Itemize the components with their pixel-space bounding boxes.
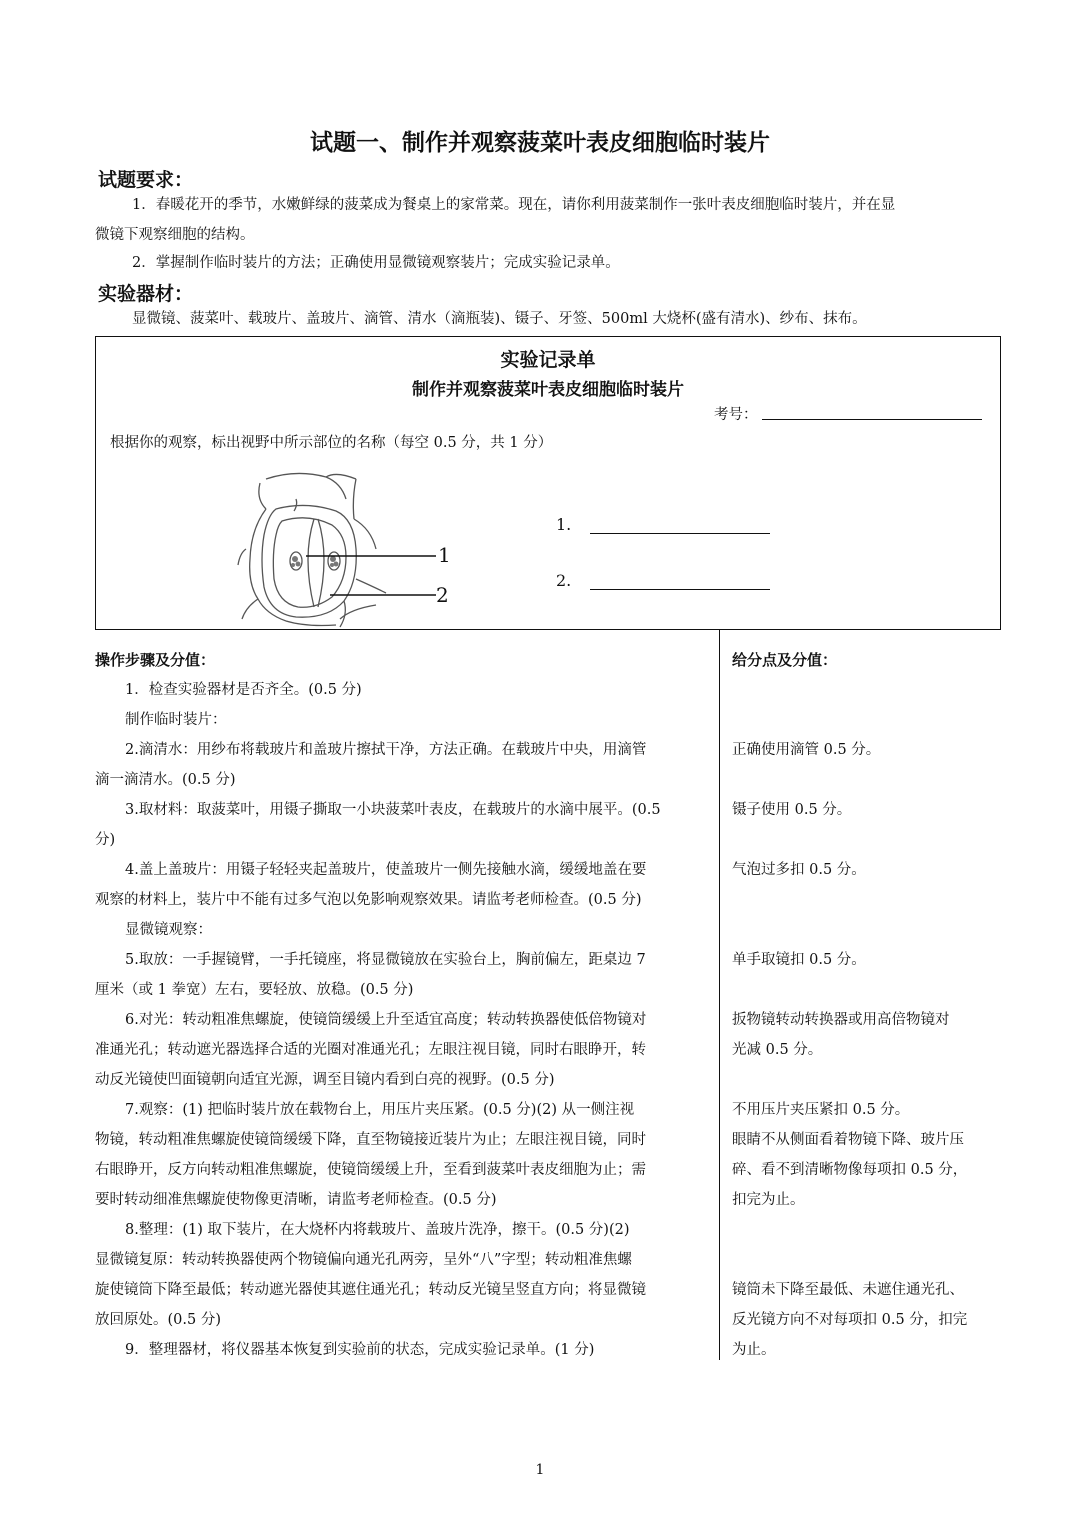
requirements-heading: 试题要求： — [98, 169, 194, 191]
score-7a: 不用压片夹压紧扣 0.5 分。 — [732, 1102, 910, 1118]
step-3a: 3.取材料：取菠菜叶，用镊子撕取一小块菠菜叶表皮，在载玻片的水滴中展平。(0.5 — [125, 802, 661, 818]
score-8a: 镜筒未下降至最低、未遮住通光孔、 — [732, 1282, 964, 1298]
score-3: 镊子使用 0.5 分。 — [732, 802, 852, 818]
answer-2-number: 2. — [556, 571, 572, 590]
step-7a: 7.观察：(1) 把临时装片放在载物台上，用压片夹压紧。(0.5 分)(2) 从一侧注视 — [125, 1102, 635, 1118]
exam-number-label: 考号： — [714, 407, 758, 423]
step-1: 1．检查实验器材是否齐全。(0.5 分) — [125, 682, 362, 698]
step-4a: 4.盖上盖玻片：用镊子轻轻夹起盖玻片，使盖玻片一侧先接触水滴，缓缓地盖在要 — [125, 862, 647, 878]
step-make-slide: 制作临时装片： — [125, 712, 227, 728]
column-divider — [719, 630, 720, 1360]
step-7b: 物镜，转动粗准焦螺旋使镜筒缓缓下降，直至物镜接近装片为止；左眼注视目镜，同时 — [95, 1132, 646, 1148]
page-title: 试题一、制作并观察菠菜叶表皮细胞临时装片 — [310, 130, 770, 156]
step-7d: 要时转动细准焦螺旋使物像更清晰，请监考老师检查。(0.5 分) — [95, 1192, 497, 1208]
step-6b: 准通光孔；转动遮光器选择合适的光圈对准通光孔；左眼注视目镜，同时右眼睁开，转 — [95, 1042, 646, 1058]
score-8b: 反光镜方向不对每项扣 0.5 分，扣完 — [732, 1312, 968, 1328]
requirement-1a: 1．春暖花开的季节，水嫩鲜绿的菠菜成为餐桌上的家常菜。现在，请你利用菠菜制作一张叶表皮细胞临时装片，并在显 — [132, 197, 896, 213]
step-6c: 动反光镜使凹面镜朝向适宜光源，调至目镜内看到白亮的视野。(0.5 分) — [95, 1072, 555, 1088]
scoring-heading: 给分点及分值： — [732, 651, 838, 669]
record-sheet — [95, 336, 1001, 630]
requirement-2: 2．掌握制作临时装片的方法；正确使用显微镜观察装片；完成实验记录单。 — [132, 255, 620, 271]
record-instruction: 根据你的观察，标出视野中所示部位的名称（每空 0.5 分，共 1 分） — [110, 435, 553, 451]
record-title: 实验记录单 — [500, 349, 596, 371]
step-9: 9．整理器材，将仪器基本恢复到实验前的状态，完成实验记录单。(1 分) — [125, 1342, 595, 1358]
step-7c: 右眼睁开，反方向转动粗准焦螺旋，使镜筒缓缓上升，至看到菠菜叶表皮细胞为止；需 — [95, 1162, 646, 1178]
answer-1-number: 1. — [556, 515, 572, 534]
step-8b: 显微镜复原：转动转换器使两个物镜偏向通光孔两旁，呈外“八”字型；转动粗准焦螺 — [95, 1252, 632, 1268]
page-number: 1 — [535, 1462, 545, 1478]
step-8c: 旋使镜筒下降至最低；转动遮光器使其遮住通光孔；转动反光镜呈竖直方向；将显微镜 — [95, 1282, 646, 1298]
materials-list: 显微镜、菠菜叶、载玻片、盖玻片、滴管、清水（滴瓶装)、镊子、牙签、500ml 大烧杯(盛有清水)、纱布、抹布。 — [132, 311, 867, 327]
step-2a: 2.滴清水：用纱布将载玻片和盖玻片擦拭干净，方法正确。在载玻片中央，用滴管 — [125, 742, 647, 758]
step-8d: 放回原处。(0.5 分) — [95, 1312, 221, 1328]
step-4b: 观察的材料上，装片中不能有过多气泡以免影响观察效果。请监考老师检查。(0.5 分) — [95, 892, 642, 908]
diagram-label-2: 2 — [436, 583, 449, 607]
operation-steps — [95, 645, 715, 1365]
spinach-cell-diagram — [236, 469, 466, 629]
score-4: 气泡过多扣 0.5 分。 — [732, 862, 866, 878]
score-6a: 扳物镜转动转换器或用高倍物镜对 — [732, 1012, 950, 1028]
steps-heading: 操作步骤及分值： — [95, 651, 216, 669]
score-6b: 光减 0.5 分。 — [732, 1042, 823, 1058]
exam-number-field[interactable] — [762, 399, 982, 420]
step-3b: 分) — [95, 832, 116, 848]
requirement-1b: 微镜下观察细胞的结构。 — [95, 227, 255, 243]
step-8a: 8.整理：(1) 取下装片，在大烧杯内将载玻片、盖玻片洗净，擦干。(0.5 分)(2) — [125, 1222, 630, 1238]
score-7d: 扣完为止。 — [732, 1192, 805, 1208]
score-2: 正确使用滴管 0.5 分。 — [732, 742, 881, 758]
answer-2-field[interactable] — [590, 571, 770, 590]
step-5a: 5.取放：一手握镜臂，一手托镜座，将显微镜放在实验台上，胸前偏左，距桌边 7 — [125, 952, 646, 968]
score-7b: 眼睛不从侧面看着物镜下降、玻片压 — [732, 1132, 964, 1148]
score-7c: 碎、看不到清晰物像每项扣 0.5 分， — [732, 1162, 968, 1178]
score-8c: 为止。 — [732, 1342, 776, 1358]
materials-heading: 实验器材： — [98, 283, 194, 305]
diagram-label-1: 1 — [438, 543, 451, 567]
step-5b: 厘米（或 1 拳宽）左右，要轻放、放稳。(0.5 分) — [95, 982, 414, 998]
answer-1-field[interactable] — [590, 515, 770, 534]
score-5: 单手取镜扣 0.5 分。 — [732, 952, 866, 968]
step-microscope: 显微镜观察： — [125, 922, 212, 938]
step-6a: 6.对光：转动粗准焦螺旋，使镜筒缓缓上升至适宜高度；转动转换器使低倍物镜对 — [125, 1012, 647, 1028]
step-2b: 滴一滴清水。(0.5 分) — [95, 772, 236, 788]
record-subtitle: 制作并观察菠菜叶表皮细胞临时装片 — [412, 380, 684, 400]
